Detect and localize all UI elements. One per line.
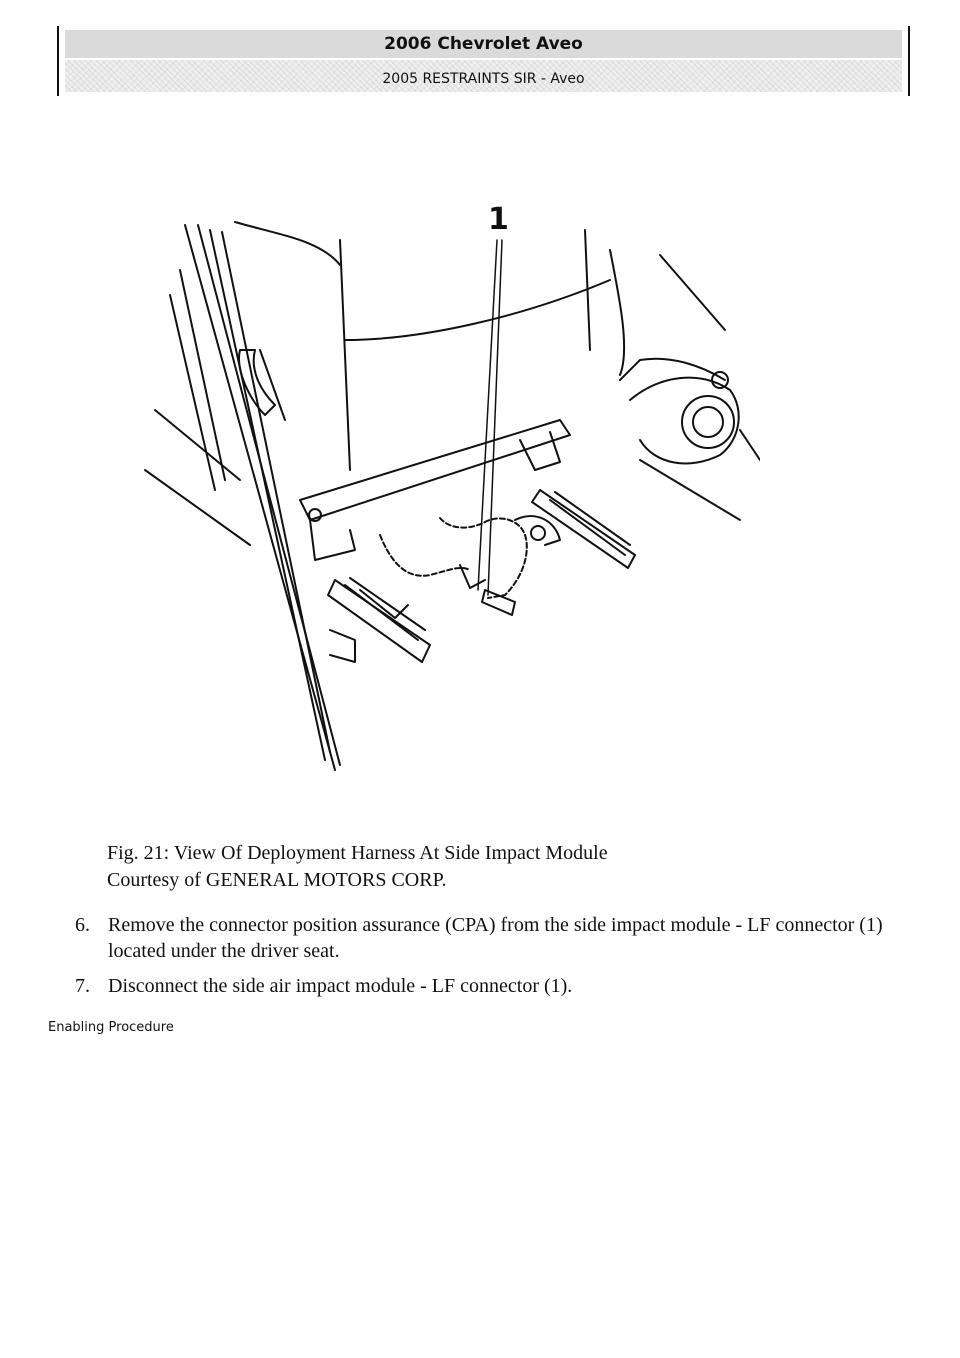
procedure-steps (75, 912, 895, 1008)
step-item (75, 912, 895, 964)
caption-title: Fig. 21: View Of Deployment Harness At Side Impact Module (107, 842, 608, 864)
caption-credit: Courtesy of GENERAL MOTORS CORP. (107, 869, 447, 891)
document-header (57, 26, 910, 96)
step-number: 6. (75, 914, 90, 936)
step-number: 7. (75, 975, 90, 997)
callout-label: 1 (488, 202, 509, 237)
section-heading: Enabling Procedure (48, 1020, 174, 1035)
figure-caption (107, 840, 608, 894)
step-item (75, 973, 895, 999)
document-subtitle: 2005 RESTRAINTS SIR - Aveo (65, 60, 902, 92)
step-text: Remove the connector position assurance (CPA) from the side impact module - LF connector (1) located under the driver seat. (108, 914, 883, 962)
seat-illustration (140, 200, 760, 780)
step-text: Disconnect the side air impact module - LF connector (1). (108, 975, 573, 997)
document-title: 2006 Chevrolet Aveo (65, 30, 902, 58)
